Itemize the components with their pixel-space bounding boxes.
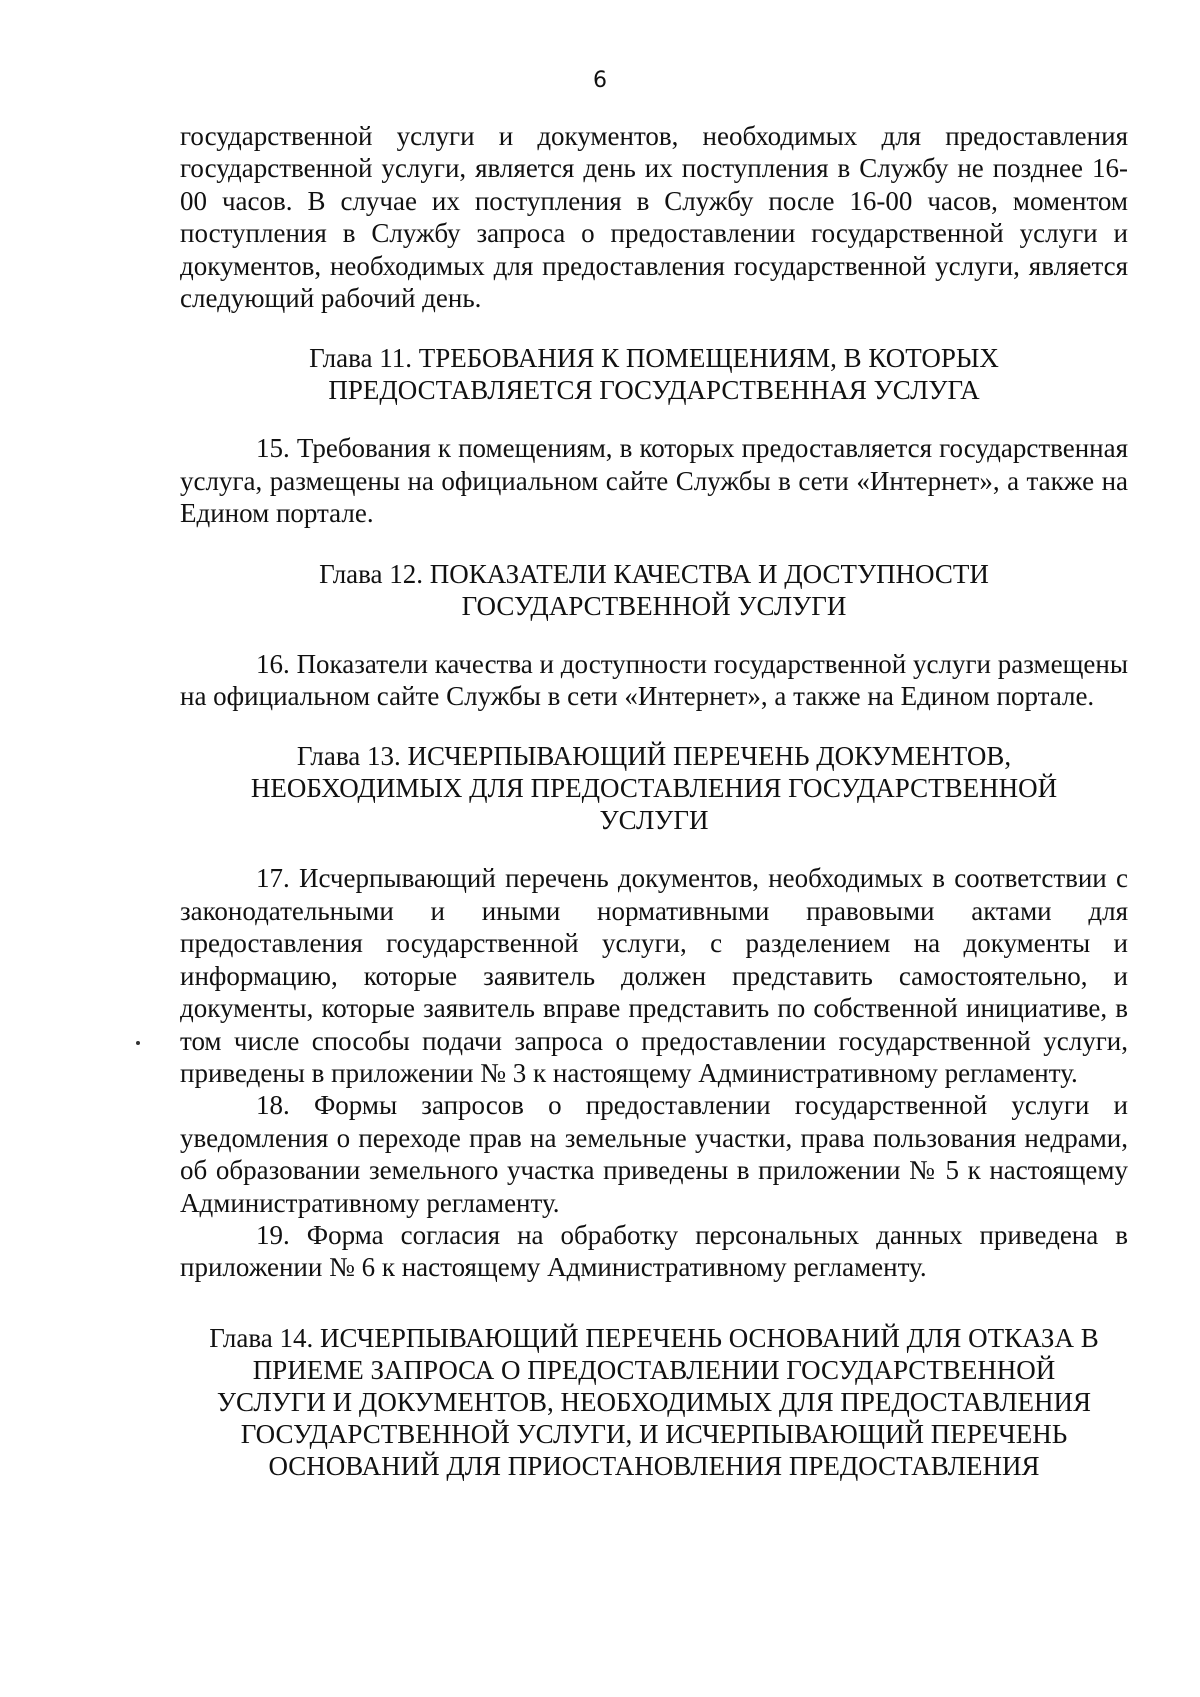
chapter-12-heading-line-2: ГОСУДАРСТВЕННОЙ УСЛУГИ <box>461 590 847 621</box>
chapter-14-heading-line-5: ОСНОВАНИЙ ДЛЯ ПРИОСТАНОВЛЕНИЯ ПРЕДОСТАВЛЕНИЯ <box>268 1450 1040 1481</box>
page-number: 6 <box>593 68 607 93</box>
chapter-12-heading-line-1: Глава 12. ПОКАЗАТЕЛИ КАЧЕСТВА И ДОСТУПНОСТИ <box>319 558 989 589</box>
chapter-14-heading-line-2: ПРИЕМЕ ЗАПРОСА О ПРЕДОСТАВЛЕНИИ ГОСУДАРСТВЕННОЙ <box>252 1354 1056 1385</box>
scan-artifact-dot <box>136 1041 140 1045</box>
chapter-13-heading-line-1: Глава 13. ИСЧЕРПЫВАЮЩИЙ ПЕРЕЧЕНЬ ДОКУМЕНТОВ, <box>296 741 1012 772</box>
clause-19: 19. Форма согласия на обработку персональных данных приведена в приложении № 6 к настоящему Административному регламенту. <box>180 1219 1128 1283</box>
chapter-14-heading <box>168 1322 1140 1482</box>
chapter-13-heading-line-3: УСЛУГИ <box>599 805 709 836</box>
chapter-14-heading-line-4: ГОСУДАРСТВЕННОЙ УСЛУГИ, И ИСЧЕРПЫВАЮЩИЙ ПЕРЕЧЕНЬ <box>240 1418 1068 1449</box>
clause-15: 15. Требования к помещениям, в которых предоставляется государственная услуга, размещены на официальном сайте Службы в сети «Интернет», а также на Едином портале. <box>180 433 1128 529</box>
chapter-13-heading-line-2: НЕОБХОДИМЫХ ДЛЯ ПРЕДОСТАВЛЕНИЯ ГОСУДАРСТВЕННОЙ <box>250 773 1058 804</box>
chapter-12-heading <box>180 558 1128 622</box>
chapter-11-heading-line-1: Глава 11. ТРЕБОВАНИЯ К ПОМЕЩЕНИЯМ, В КОТОРЫХ <box>309 343 999 374</box>
chapter-14-heading-line-1: Глава 14. ИСЧЕРПЫВАЮЩИЙ ПЕРЕЧЕНЬ ОСНОВАНИЙ ДЛЯ ОТКАЗА В <box>209 1322 1099 1353</box>
clause-18: 18. Формы запросов о предоставлении государственной услуги и уведомления о переходе прав на земельные участки, права пользования недрами, об образовании земельного участка приведены в приложении № 5 к настоящему Административному регламенту. <box>180 1090 1128 1218</box>
chapter-14-heading-line-3: УСЛУГИ И ДОКУМЕНТОВ, НЕОБХОДИМЫХ ДЛЯ ПРЕДОСТАВЛЕНИЯ <box>216 1386 1092 1417</box>
chapter-13-heading <box>180 740 1128 836</box>
clause-17: 17. Исчерпывающий перечень документов, необходимых в соответствии с законодательными и иными нормативными правовыми актами для предоставления государственной услуги, с разделением на документы и информацию, которые заявитель должен представить самостоятельно, и документы, которые заявитель вправе представить по собственной инициативе, в том числе способы подачи запроса о предоставлении государственной услуги, приведены в приложении № 3 к настоящему Административному регламенту. <box>180 863 1128 1088</box>
chapter-11-heading-line-2: ПРЕДОСТАВЛЯЕТСЯ ГОСУДАРСТВЕННАЯ УСЛУГА <box>328 375 980 406</box>
clause-16: 16. Показатели качества и доступности государственной услуги размещены на официальном сайте Службы в сети «Интернет», а также на Едином портале. <box>180 648 1128 712</box>
document-body <box>180 120 1128 1482</box>
chapter-11-heading <box>180 342 1128 406</box>
paragraph-continued: государственной услуги и документов, необходимых для предоставления государственной услуги, является день их поступления в Службу не позднее 16-00 часов. В случае их поступления в Службу после 16-00 часов, моментом поступления в Службу запроса о предоставлении государственной услуги и документов, необходимых для предоставления государственной услуги, является следующий рабочий день. <box>180 121 1128 314</box>
